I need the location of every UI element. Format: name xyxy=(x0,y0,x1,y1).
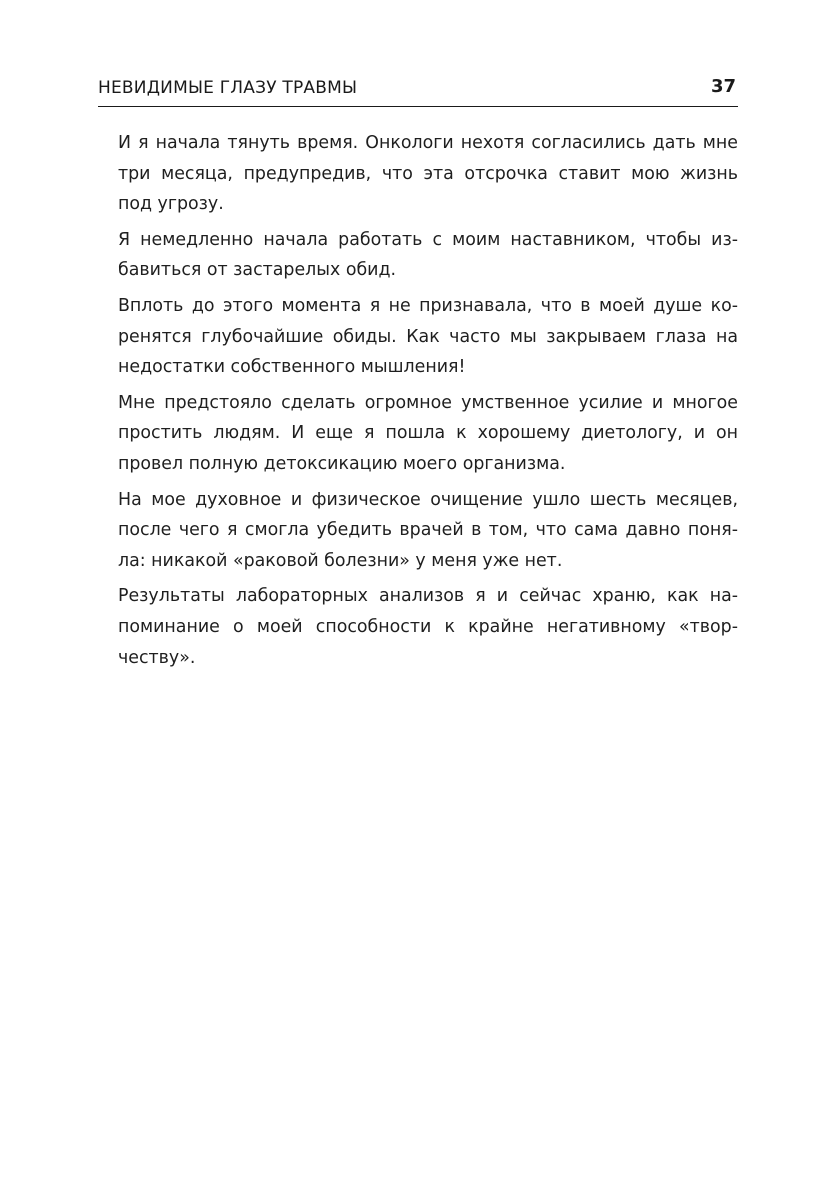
text-line: три месяца, предупредив, что эта отсрочка ставит мою жизнь xyxy=(118,163,738,184)
page-number: 37 xyxy=(710,76,736,97)
text-line: На мое духовное и физическое очищение ушло шесть месяцев, xyxy=(118,489,738,510)
paragraph-5 xyxy=(118,485,738,577)
text-line: после чего я смогла убедить врачей в том, что сама давно поня- xyxy=(118,520,738,541)
text-line: Я немедленно начала работать с моим наставником, чтобы из- xyxy=(118,229,738,250)
body-text xyxy=(118,128,738,678)
text-line: Вплоть до этого момента я не признавала, что в моей душе ко- xyxy=(118,295,738,316)
paragraph-6 xyxy=(118,581,738,673)
text-line: ла: никакой «раковой болезни» у меня уже нет. xyxy=(118,550,563,571)
text-line: ренятся глубочайшие обиды. Как часто мы закрываем глаза на xyxy=(118,326,738,347)
text-line: И я начала тянуть время. Онкологи нехотя согласились дать мне xyxy=(118,133,738,153)
text-line: под угрозу. xyxy=(118,194,224,215)
running-head xyxy=(98,76,738,107)
paragraph-1 xyxy=(118,128,738,220)
text-line: поминание о моей способности к крайне негативному «твор- xyxy=(118,616,738,637)
text-line: простить людям. И еще я пошла к хорошему диетологу, и он xyxy=(118,423,738,444)
text-line: честву». xyxy=(118,647,196,668)
text-line: бавиться от застарелых обид. xyxy=(118,260,397,281)
text-line: Результаты лабораторных анализов я и сейчас храню, как на- xyxy=(118,586,738,607)
text-line: провел полную детоксикацию моего организма. xyxy=(118,453,566,474)
paragraph-2 xyxy=(118,225,738,286)
paragraph-4 xyxy=(118,388,738,480)
paragraph-3 xyxy=(118,291,738,383)
text-line: Мне предстояло сделать огромное умственное усилие и многое xyxy=(118,392,738,413)
text-line: недостатки собственного мышления! xyxy=(118,357,466,378)
running-title: НЕВИДИМЫЕ ГЛАЗУ ТРАВМЫ xyxy=(98,78,358,98)
